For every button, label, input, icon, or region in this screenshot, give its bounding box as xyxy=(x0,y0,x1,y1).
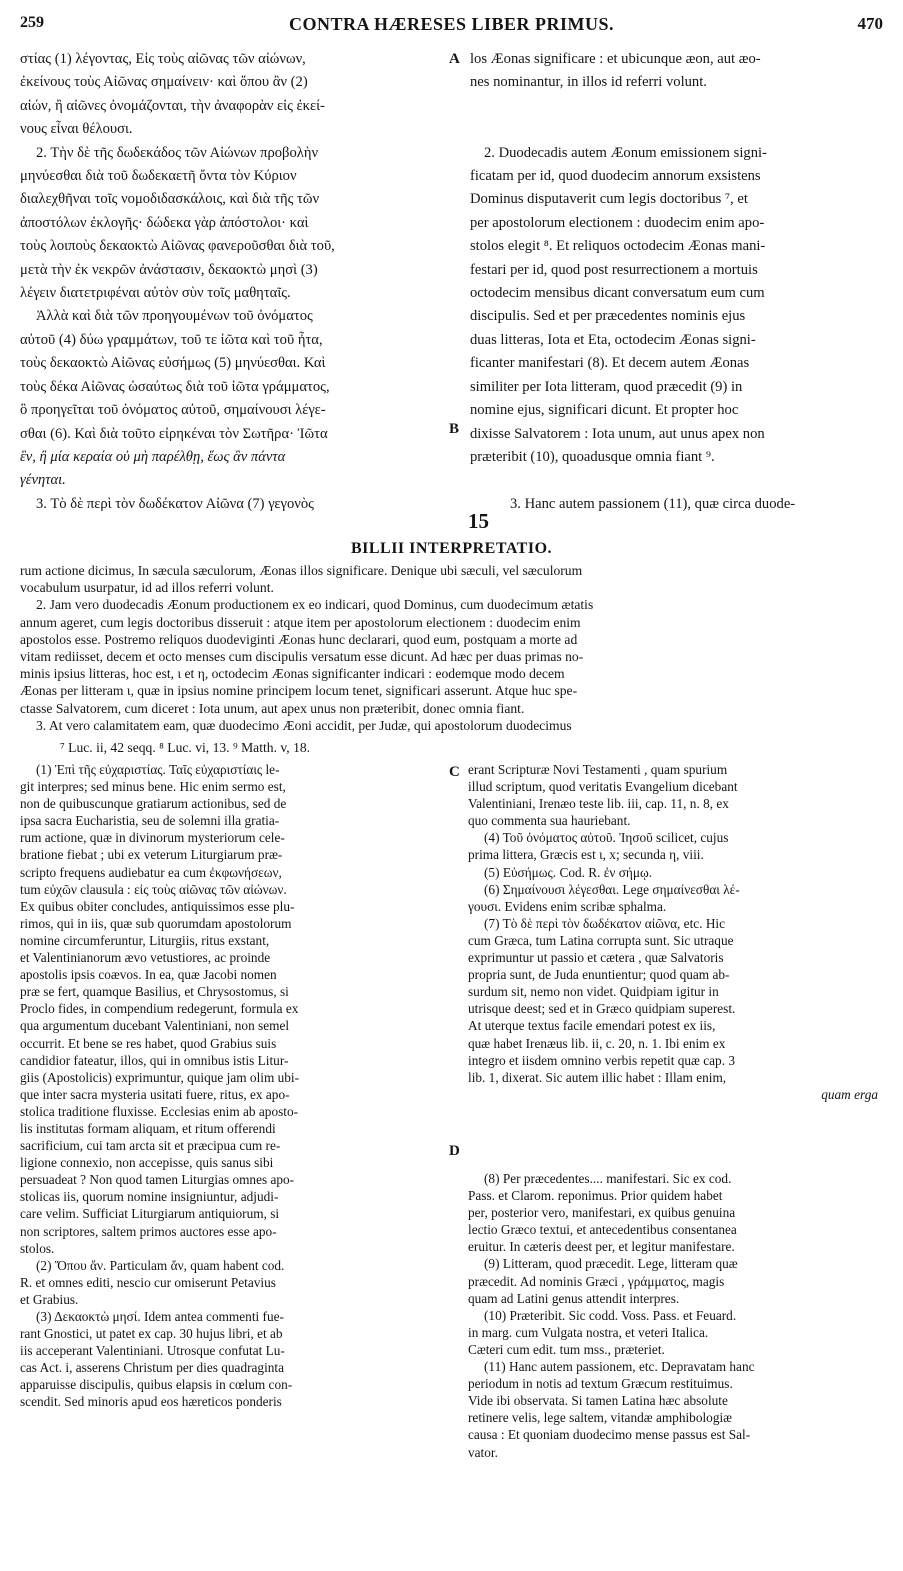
note-line: utrisque deest; sed et in Græco quidpiam superest. xyxy=(468,1001,736,1017)
note-line: cum Græca, tum Latina corrupta sunt. Sic utraque xyxy=(468,932,734,948)
interp-line: vitam rediisset, decem et octo menses cum discipulis versatum esse dicunt. Ad hæc per duas primas no- xyxy=(20,649,584,665)
note-line: eruitur. In cæteris deest per, et legitur manifestare. xyxy=(468,1239,735,1255)
latin-line: Dominus disputaverit cum legis doctoribus ⁷, et xyxy=(470,191,748,208)
interp-line: Æonas per litteram ι, quæ in ipsius nomine principem locum tenet, significari asserunt. Atque huc spe- xyxy=(20,683,578,699)
interp-line: 2. Jam vero duodecadis Æonum productionem ex eo indicari, quod Dominus, cum duodecimum ætatis xyxy=(36,597,594,613)
latin-line: festari per id, quod post resurrectionem a mortuis xyxy=(470,261,758,278)
note-line: (5) Εὐσήμως. Cod. R. ἐν σήμῳ. xyxy=(484,864,653,880)
note-line: quam erga xyxy=(821,1086,878,1102)
latin-line: per apostolorum electionem : duodecim enim apo- xyxy=(470,214,765,231)
note-line: (9) Litteram, quod præcedit. Lege, litteram quæ xyxy=(484,1256,738,1272)
note-line: iis acceperant Valentiniani. Utrosque confutat Lu- xyxy=(20,1343,285,1359)
greek-text-column xyxy=(20,48,448,516)
note-line: nomine circumferuntur, Liturgiis, ritus exstant, xyxy=(20,932,270,948)
greek-line: ἓν, ἢ μία κεραία οὐ μὴ παρέλθῃ, ἕως ἂν πάντα xyxy=(20,448,286,465)
note-line: bratione fiebat ; ubi ex veterum Liturgiarum præ- xyxy=(20,847,283,863)
note-line: et Grabius. xyxy=(20,1291,79,1307)
notes-right-column-top xyxy=(468,761,888,1103)
note-line: (4) Τοῦ ὀνόματος αὐτοῦ. Ἰησοῦ scilicet, cujus xyxy=(484,830,729,846)
note-line: occurrit. Et bene se res habet, quod Grabius suis xyxy=(20,1035,277,1051)
note-line: non de quibuscunque gratiarum actionibus, sed de xyxy=(20,796,287,812)
margin-letter-b: B xyxy=(449,421,460,437)
note-line: surdum sit, nemo non videt. Quidpiam igitur in xyxy=(468,984,719,1000)
note-line: (10) Præteribit. Sic codd. Voss. Pass. et Feuard. xyxy=(484,1307,737,1323)
greek-line: 2. Τὴν δὲ τῆς δωδεκάδος τῶν Αἰώνων προβολὴν xyxy=(36,144,319,161)
interp-line: apostolos esse. Postremo reliquos duodeviginti Æonas hunc declarari, quod eum, postquam a morte ad xyxy=(20,631,578,647)
latin-line: nomine ejus, significari dicunt. Et propter hoc xyxy=(470,402,739,419)
latin-line: 2. Duodecadis autem Æonum emissionem signi- xyxy=(484,144,767,161)
note-line: causa : Et quoniam duodecimo mense passus est Sal- xyxy=(468,1427,751,1443)
note-line: scripto frequens audiebatur ea cum ἐκφωνήσεων, xyxy=(20,864,282,880)
note-line: apparuisse discipulis, quibus elapsis in cœlum con- xyxy=(20,1377,293,1393)
note-line: qua argumentum ducebant Valentiniani, non semel xyxy=(20,1018,290,1034)
greek-line: γένηται. xyxy=(20,472,66,489)
note-line: propria sunt, de Juda enuntientur; quod quam ab- xyxy=(468,967,730,983)
note-line: Vide ibi observata. Si tamen Latina hæc absolute xyxy=(468,1393,728,1409)
interpretatio-text xyxy=(20,562,888,734)
greek-line: ἀποστόλων ἐκλογῆς· δώδεκα γὰρ ἀπόστολοι· καὶ xyxy=(20,214,309,231)
latin-line: ficatam per id, quod duodecim annorum exsistens xyxy=(470,168,761,185)
note-line: (2) Ὅπου ἄν. Particulam ἄν, quam habent cod. xyxy=(36,1257,285,1273)
note-line: stolos. xyxy=(20,1240,55,1256)
note-line: Pass. et Clarom. reponimus. Prior quidem habet xyxy=(468,1188,723,1204)
latin-line: nes nominantur, in illos id referri volunt. xyxy=(470,74,707,91)
note-line: candidior fateatur, illos, qui in omnibus istis Litur- xyxy=(20,1052,289,1068)
note-line: integro et iisdem omnino verbis repetit quæ cap. 3 xyxy=(468,1052,735,1068)
note-line: apostolis ipsis coævos. In ea, quæ Jacobi nomen xyxy=(20,967,277,983)
greek-line: αἰών, ἢ αἰῶνες ὀνομάζονται, τὴν ἀναφορὰν εἰς ἐκεί- xyxy=(20,97,325,114)
note-line: scendit. Sed minoris apud eos hæreticos ponderis xyxy=(20,1394,282,1410)
note-line: in marg. cum Vulgata nostra, et veteri Italica. xyxy=(468,1324,709,1340)
notes-right-column-bottom xyxy=(468,1170,888,1461)
latin-line: dixisse Salvatorem : Iota unum, aut unus apex non xyxy=(470,425,765,442)
greek-line: τοὺς δέκα Αἰῶνας ὡσαύτως διὰ τοῦ ἰῶτα γράμματος, xyxy=(20,378,330,395)
note-line: non scriptores, saltem primos auctores esse apo- xyxy=(20,1223,277,1239)
greek-line: Ἀλλὰ καὶ διὰ τῶν προηγουμένων τοῦ ὀνόματος xyxy=(36,308,313,325)
greek-line: μηνύεσθαι διὰ τοῦ δωδεκαετῆ ὄντα τὸν Κύριον xyxy=(20,168,297,185)
latin-line xyxy=(470,95,888,118)
latin-text-column xyxy=(470,48,888,516)
margin-letter-a: A xyxy=(449,51,460,67)
note-line: tum εὐχῶν clausula : εἰς τοὺς αἰῶνας τῶν αἰώνων. xyxy=(20,881,287,897)
note-line: Valentiniani, Irenæo teste lib. iii, cap. 11, n. 8, ex xyxy=(468,796,729,812)
interp-line: annum ageret, cum legis doctoribus disseruit : atque item per apostolorum electionem : duodecim enim xyxy=(20,614,581,630)
note-line: giis (Apostolicis) exprimuntur, quique jam olim ubi- xyxy=(20,1069,300,1085)
greek-line: διαλεχθῆναι τοῖς νομοδιδασκάλοις, καὶ διὰ τῆς τῶν xyxy=(20,191,320,208)
note-line: vator. xyxy=(468,1444,498,1460)
note-line: R. et omnes editi, nescio cur omiserunt Petavius xyxy=(20,1274,276,1290)
greek-line: λέγειν διατετριφέναι αὐτὸν σὺν τοῖς μαθηταῖς. xyxy=(20,285,291,302)
note-line: (7) Τὸ δὲ περὶ τὸν δωδέκατον αἰῶνα, etc. Hic xyxy=(484,915,726,931)
page-number-right: 470 xyxy=(857,14,883,33)
latin-line: stolos elegit ⁸. Et reliquos octodecim Æonas mani- xyxy=(470,238,766,255)
note-line: quæ habet Irenæus lib. ii, c. 20, n. 1. Ibi enim ex xyxy=(468,1035,726,1051)
note-line: rum actione, quæ in divinorum mysteriorum cele- xyxy=(20,830,285,846)
note-line: exprimuntur ut passio et cætera , quæ Salvatoris xyxy=(468,950,724,966)
note-line: retinere velis, lege saltem, vitandæ amphibologiæ xyxy=(468,1410,733,1426)
note-line: lectio Græco textui, et antecedentibus consentanea xyxy=(468,1222,737,1238)
note-line: lib. 1, dixerat. Sic autem illic habet : Illam enim, xyxy=(468,1069,727,1085)
note-line: (3) Δεκαοκτὼ μησί. Idem antea commenti fue- xyxy=(36,1309,284,1324)
greek-line: ὃ προηγεῖται τοῦ ὀνόματος αὐτοῦ, σημαίνουσι λέγε- xyxy=(20,402,326,419)
notes-left-column xyxy=(20,761,448,1411)
note-line: que inter sacra mysteria usitati fuere, ritus, ex apo- xyxy=(20,1086,290,1102)
latin-line: discipulis. Sed et per præcedentes nominis ejus xyxy=(470,308,746,325)
greek-line: τοὺς λοιποὺς δεκαοκτὼ Αἰῶνας φανεροῦσθαι διὰ τοῦ, xyxy=(20,238,335,255)
note-line: stolica traditione fluxisse. Ecclesias enim ab aposto- xyxy=(20,1103,299,1119)
note-line: Ex quibus obiter concludes, antiquissimos esse plu- xyxy=(20,898,295,914)
latin-line xyxy=(470,118,888,141)
note-line: ligione connexio, non accepisse, quis sanus sibi xyxy=(20,1155,274,1171)
margin-letter-c: C xyxy=(449,764,460,780)
latin-line: ficanter manifestari (8). Et decem autem Æonas xyxy=(470,355,750,372)
note-line: (8) Per præcedentes.... manifestari. Sic ex cod. xyxy=(484,1171,732,1186)
note-line: stolicas iis, quorum nomine insigniuntur, adjudi- xyxy=(20,1189,279,1205)
latin-line: octodecim mensibus dicant conversatum eum cum xyxy=(470,285,765,302)
note-line: git interpres; sed minus bene. Hic enim sermo est, xyxy=(20,779,286,795)
note-line: At uterque textus facile emendari potest ex iis, xyxy=(468,1018,716,1034)
latin-line: similiter per Iota litteram, quod præcedit (9) in xyxy=(470,378,743,395)
note-line: Cæteri cum edit. tum mss., præteriet. xyxy=(468,1341,665,1357)
note-line: (1) Ἐπὶ τῆς εὐχαριστίας. Ταῖς εὐχαριστίαις le- xyxy=(36,762,280,777)
interp-line: rum actione dicimus, In sæcula sæculorum, Æonas illos significare. Denique ubi sæculi, vel sæculorum xyxy=(20,563,583,578)
interp-line: minis ipsius litteras, hoc est, ι et η, octodecim Æonas significanter indicari : eodemque modo decem xyxy=(20,666,565,682)
page-number-left: 259 xyxy=(20,14,44,31)
note-line: illud scriptum, quod veritatis Evangelium dicebant xyxy=(468,779,738,795)
note-line: care velim. Sufficiat Liturgiarum antiquiorum, si xyxy=(20,1206,280,1222)
note-line: per, posterior vero, manifestari, ex quibus genuina xyxy=(468,1205,736,1221)
note-line: præcedit. Ad nominis Græci , γράμματος, magis xyxy=(468,1273,725,1289)
note-line: prima littera, Græcis est ι, x; secunda η, viii. xyxy=(468,847,704,863)
interpretatio-heading: BILLII INTERPRETATIO. xyxy=(350,540,553,557)
latin-line xyxy=(470,469,888,492)
note-line: Proclo fides, in compendium redegerunt, formula ex xyxy=(20,1001,299,1017)
latin-line: duas litteras, Iota et Eta, octodecim Æonas signi- xyxy=(470,331,756,348)
note-line: γουσι. Evidens enim scribæ sphalma. xyxy=(468,898,667,914)
note-line: (6) Σημαίνουσι λέγεσθαι. Lege σημαίνεσθαι λέ- xyxy=(484,881,740,897)
greek-line: αὐτοῦ (4) δύω γραμμάτων, τοῦ τε ἰῶτα καὶ τοῦ ἦτα, xyxy=(20,331,323,348)
interp-line: vocabulum usurpatur, id ad illos referri volunt. xyxy=(20,580,274,596)
note-line: quo commenta sua hauriebant. xyxy=(468,813,631,829)
scripture-references: ⁷ Luc. ii, 42 seqq. ⁸ Luc. vi, 13. ⁹ Matth. v, 18. xyxy=(60,740,311,755)
greek-line: τοὺς δεκαοκτὼ Αἰῶνας εὐσήμως (5) μηνύεσθαι. Καὶ xyxy=(20,355,326,372)
latin-line: 3. Hanc autem passionem (11), quæ circa duode- xyxy=(510,495,796,512)
interp-line: ctasse Salvatorem, cum diceret : Iota unum, aut apex unus non præteribit, donec omnia fiant. xyxy=(20,700,525,716)
note-line: et Valentinianorum ævo vetustiores, ac proinde xyxy=(20,950,271,966)
greek-line: 3. Τὸ δὲ περὶ τὸν δωδέκατον Αἰῶνα (7) γεγονὸς xyxy=(36,495,314,512)
note-line: præ se fert, quamque Basilius, et Chrysostomus, si xyxy=(20,984,289,1000)
greek-line: σθαι (6). Καὶ διὰ τοῦτο εἰρηκέναι τὸν Σωτῆρα· Ἰῶτα xyxy=(20,425,328,442)
greek-line: ἐκείνους τοὺς Αἰῶνας σημαίνειν· καὶ ὅπου ἂν (2) xyxy=(20,74,308,91)
note-line: ipsa sacra Eucharistia, seu de solemni illa gratia- xyxy=(20,813,280,829)
note-line: persuadeat ? Non quod tamen Liturgias omnes apo- xyxy=(20,1172,295,1188)
column-number: 15 xyxy=(468,509,489,533)
note-line: rant Gnostici, ut patet ex cap. 30 hujus libri, et ab xyxy=(20,1326,283,1342)
interp-line: 3. At vero calamitatem eam, quæ duodecimo Æoni accidit, per Judæ, qui apostolorum duodecimus xyxy=(36,717,572,733)
latin-line: præteribit (10), quoadusque omnia fiant ⁹. xyxy=(470,448,715,465)
note-line: erant Scripturæ Novi Testamenti , quam spurium xyxy=(468,762,728,777)
note-line: (11) Hanc autem passionem, etc. Depravatam hanc xyxy=(484,1359,755,1375)
greek-line: νους εἶναι θέλουσι. xyxy=(20,121,133,138)
greek-line: στίας (1) λέγοντας, Εἰς τοὺς αἰῶνας τῶν αἰώνων, xyxy=(20,51,306,67)
note-line: periodum in notis ad textum Græcum restituimus. xyxy=(468,1376,733,1392)
note-line: lis institutas formam aliquam, et ritum offerendi xyxy=(20,1120,276,1136)
greek-line: μετὰ τὴν ἐκ νεκρῶν ἀνάστασιν, δεκαοκτὼ μησὶ (3) xyxy=(20,261,318,278)
latin-line: los Æonas significare : et ubicunque æon, aut æo- xyxy=(470,51,761,67)
running-title: CONTRA HÆRESES LIBER PRIMUS. xyxy=(288,14,615,34)
note-line: quam ad Latini genus attendit interpres. xyxy=(468,1290,680,1306)
note-line: sacrificium, cui tam arcta sit et præcipua cum re- xyxy=(20,1138,281,1154)
note-line: cas Act. i, asserens Christum per dies quadraginta xyxy=(20,1360,285,1376)
margin-letter-d: D xyxy=(449,1143,460,1159)
note-line: rimos, qui in iis, quæ sub quorumdam apostolorum xyxy=(20,915,292,931)
